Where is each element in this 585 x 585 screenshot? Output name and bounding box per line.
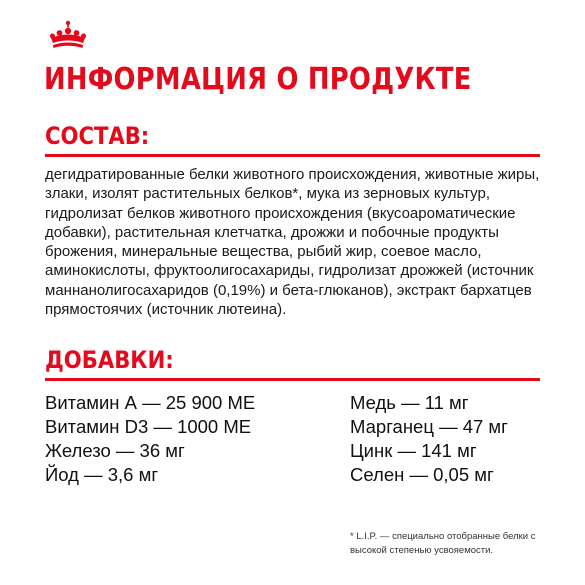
crown-logo-icon: [48, 20, 88, 50]
additive-item: Витамин А — 25 900 МЕ: [45, 392, 256, 413]
additive-item: Йод — 3,6 мг: [45, 464, 159, 485]
additives-divider: [45, 378, 540, 381]
additives-list-right: [350, 391, 508, 487]
additives-list-left: [45, 391, 255, 487]
composition-divider: [45, 154, 540, 157]
additive-item: Цинк — 141 мг: [350, 440, 477, 461]
additives-heading: ДОБАВКИ:: [45, 346, 174, 374]
additive-item: Марганец — 47 мг: [350, 416, 508, 437]
footnote: * L.I.P. — специально отобранные белки с высокой степенью усвояемости.: [350, 531, 536, 556]
composition-heading: СОСТАВ:: [45, 122, 150, 150]
additive-item: Медь — 11 мг: [350, 392, 469, 413]
additive-item: Железо — 36 мг: [45, 440, 185, 461]
page-title: ИНФОРМАЦИЯ О ПРОДУКТЕ: [44, 62, 472, 97]
composition-text: дегидратированные белки животного происхождения, животные жиры, злаки, изолят растительных белков*, мука из зерновых культур, гидролизат белков животного происхождения (вкусоароматические добавки), растительная клетчатка, дрожжи и побочные продукты брожения, минеральные вещества, рыбий жир, соевое масло, аминокислоты, фруктоолигосахариды, гидролизат дрожжей (источник маннанолигосахаридов (0,19%) и бета-глюканов), экстракт бархатцев прямостоячих (источник лютеина).: [45, 166, 540, 319]
additive-item: Селен — 0,05 мг: [350, 464, 494, 485]
additive-item: Витамин D3 — 1000 МЕ: [45, 416, 252, 437]
